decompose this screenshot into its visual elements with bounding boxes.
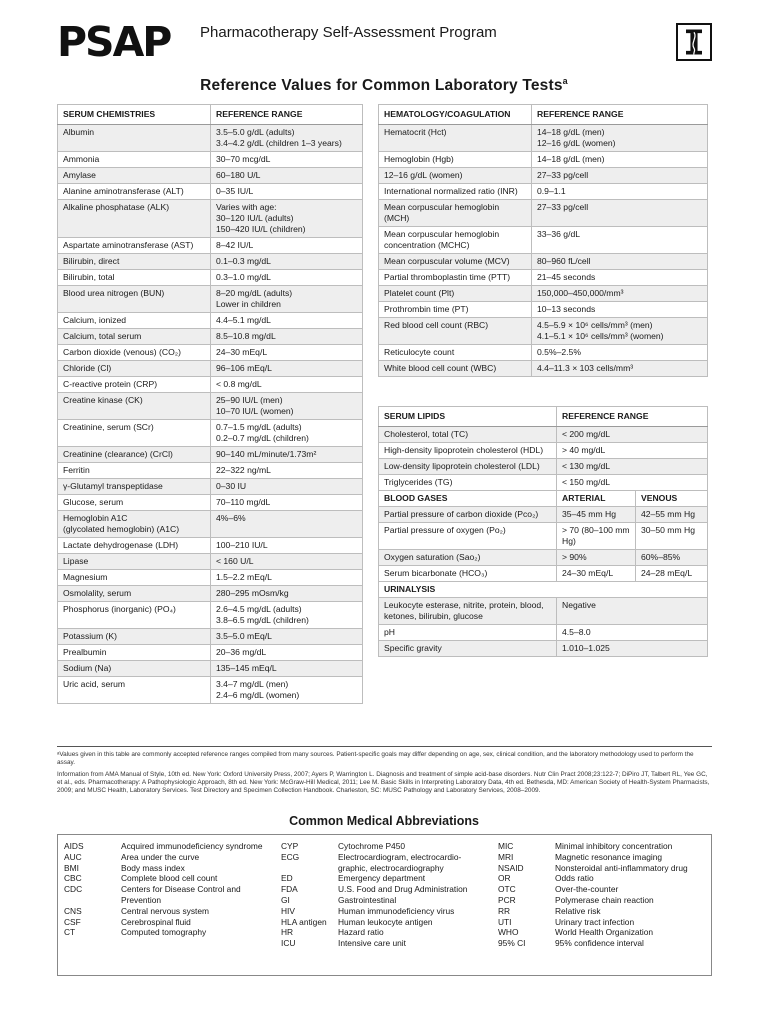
test-name: Creatinine (clearance) (CrCl) — [58, 447, 211, 463]
accp-seal-icon — [676, 23, 712, 61]
venous-value: 42–55 mm Hg — [636, 507, 708, 523]
table-row — [379, 475, 708, 491]
abbreviations-title: Common Medical Abbreviations — [289, 814, 479, 828]
test-name: Ferritin — [58, 463, 211, 479]
test-name: Uric acid, serum — [58, 677, 211, 704]
table-row — [379, 598, 708, 625]
test-name: Bilirubin, total — [58, 270, 211, 286]
test-name: pH — [379, 625, 557, 641]
table-row — [58, 168, 363, 184]
reference-range: < 200 mg/dL — [557, 427, 708, 443]
psap-logo: PSAP — [57, 18, 171, 66]
test-name: Creatine kinase (CK) — [58, 393, 211, 420]
test-name: Lipase — [58, 554, 211, 570]
reference-range: 21–45 seconds — [532, 270, 708, 286]
list-item: AUC Area under the curve — [64, 851, 200, 862]
reference-range: 135–145 mEq/L — [211, 661, 363, 677]
table-row — [58, 345, 363, 361]
test-name: Alanine aminotransferase (ALT) — [58, 184, 211, 200]
reference-range: 0.1–0.3 mg/dL — [211, 254, 363, 270]
reference-range: 3.5–5.0 mEq/L — [211, 629, 363, 645]
test-name: Chloride (Cl) — [58, 361, 211, 377]
reference-range: 20–36 mg/dL — [211, 645, 363, 661]
column-header: SERUM LIPIDS — [379, 407, 557, 427]
arterial-value: 35–45 mm Hg — [557, 507, 636, 523]
table-row — [58, 447, 363, 463]
test-name: Potassium (K) — [58, 629, 211, 645]
table-row — [58, 645, 363, 661]
test-name: Prealbumin — [58, 645, 211, 661]
table-header-row — [58, 105, 363, 125]
list-item: CBC Complete blood cell count — [64, 873, 218, 884]
reference-range: 4.5–8.0 — [557, 625, 708, 641]
table-row — [379, 550, 708, 566]
list-item: OTC Over-the-counter — [498, 884, 619, 895]
reference-range: 8–20 mg/dL (adults) Lower in children — [211, 286, 363, 313]
footnote: ᵃValues given in this table are commonly accepted reference ranges compiled from many sources. Patient-specific goals may differ depending on age, sex, clinical condition, and the laboratory methodology used to perform the assay. — [57, 751, 694, 766]
reference-range: 8.5–10.8 mg/dL — [211, 329, 363, 345]
reference-range: 3.4–7 mg/dL (men) 2.4–6 mg/dL (women) — [211, 677, 363, 704]
column-header: REFERENCE RANGE — [211, 105, 363, 125]
list-item: CYP Cytochrome P450 — [281, 841, 406, 851]
table-row — [379, 125, 708, 152]
test-name: Platelet count (Plt) — [379, 286, 532, 302]
test-name: Triglycerides (TG) — [379, 475, 557, 491]
reference-range: 70–110 mg/dL — [211, 495, 363, 511]
table-row — [379, 184, 708, 200]
test-name: Mean corpuscular hemoglobin (MCH) — [379, 200, 532, 227]
table-row — [58, 479, 363, 495]
list-item: CT Computed tomography — [64, 927, 207, 938]
test-name: Ammonia — [58, 152, 211, 168]
reference-range: 27–33 pg/cell — [532, 200, 708, 227]
test-name: Partial pressure of carbon dioxide (Pco₂) — [379, 507, 557, 523]
table-row — [58, 152, 363, 168]
table-row — [379, 345, 708, 361]
test-name: Hemoglobin A1C (glycolated hemoglobin) (A1C) — [58, 511, 211, 538]
list-item: HR Hazard ratio — [281, 927, 384, 938]
reference-range: 2.6–4.5 mg/dL (adults) 3.8–6.5 mg/dL (children) — [211, 602, 363, 629]
page-header — [57, 20, 712, 64]
table-row — [58, 184, 363, 200]
reference-range: 96–106 mEq/L — [211, 361, 363, 377]
list-item: 95% CI 95% confidence interval — [498, 938, 644, 949]
test-name: Partial thromboplastin time (PTT) — [379, 270, 532, 286]
list-item: CDC Centers for Disease Control and Prevention — [64, 884, 241, 905]
lipids-gases-urinalysis-table — [378, 406, 708, 657]
table-row — [379, 227, 708, 254]
column-header: URINALYSIS — [379, 582, 708, 598]
section-header-row — [379, 582, 708, 598]
arterial-value: > 90% — [557, 550, 636, 566]
reference-range: 4.4–11.3 × 103 cells/mm³ — [532, 361, 708, 377]
table-row — [58, 286, 363, 313]
table-header-row — [379, 105, 708, 125]
reference-range: 24–30 mEq/L — [211, 345, 363, 361]
list-item: ECG Electrocardiogram, electrocardio-graphic, electrocardiography — [281, 851, 462, 873]
abbreviations-column — [281, 841, 491, 949]
reference-range: 14–18 g/dL (men) 12–16 g/dL (women) — [532, 125, 708, 152]
test-name: Leukocyte esterase, nitrite, protein, blood, ketones, bilirubin, glucose — [379, 598, 557, 625]
reference-range: Varies with age: 30–120 IU/L (adults) 150–420 IU/L (children) — [211, 200, 363, 238]
table-row — [379, 270, 708, 286]
list-item: RR Relative risk — [498, 905, 601, 916]
reference-range: 1.5–2.2 mEq/L — [211, 570, 363, 586]
test-name: White blood cell count (WBC) — [379, 361, 532, 377]
test-name: Low-density lipoprotein cholesterol (LDL) — [379, 459, 557, 475]
test-name: International normalized ratio (INR) — [379, 184, 532, 200]
serum-chemistries-table — [57, 104, 363, 704]
page-title: Reference Values for Common Laboratory Tests$^a$ — [200, 76, 568, 95]
test-name: 12–16 g/dL (women) — [379, 168, 532, 184]
abbreviations-column — [498, 841, 710, 949]
column-header: REFERENCE RANGE — [557, 407, 708, 427]
table-row — [379, 523, 708, 550]
test-name: Mean corpuscular volume (MCV) — [379, 254, 532, 270]
table-header-row — [379, 407, 708, 427]
reference-range: 30–70 mcg/dL — [211, 152, 363, 168]
test-name: Prothrombin time (PT) — [379, 302, 532, 318]
list-item: HLA antigen Human leukocyte antigen — [281, 916, 433, 927]
reference-range: 8–42 IU/L — [211, 238, 363, 254]
test-name: C-reactive protein (CRP) — [58, 377, 211, 393]
table-row — [58, 238, 363, 254]
reference-range: 0.7–1.5 mg/dL (adults) 0.2–0.7 mg/dL (children) — [211, 420, 363, 447]
reference-range: Negative — [557, 598, 708, 625]
column-header: ARTERIAL — [557, 491, 636, 507]
table-row — [58, 200, 363, 238]
table-row — [379, 459, 708, 475]
table-row — [58, 420, 363, 447]
list-item: NSAID Nonsteroidal anti-inflammatory drug — [498, 862, 688, 873]
test-name: γ-Glutamyl transpeptidase — [58, 479, 211, 495]
table-row — [58, 254, 363, 270]
list-item: PCR Polymerase chain reaction — [498, 894, 654, 905]
section-header-row — [379, 491, 708, 507]
table-row — [379, 168, 708, 184]
table-row — [58, 661, 363, 677]
column-header: REFERENCE RANGE — [532, 105, 708, 125]
test-name: Albumin — [58, 125, 211, 152]
table-row — [58, 570, 363, 586]
test-name: Sodium (Na) — [58, 661, 211, 677]
reference-range: 80–960 fL/cell — [532, 254, 708, 270]
reference-range: 280–295 mOsm/kg — [211, 586, 363, 602]
table-row — [58, 629, 363, 645]
hematology-table — [378, 104, 708, 377]
list-item: UTI Urinary tract infection — [498, 916, 635, 927]
reference-range: 0–30 IU — [211, 479, 363, 495]
test-name: High-density lipoprotein cholesterol (HDL) — [379, 443, 557, 459]
table-row — [379, 254, 708, 270]
list-item: CSF Cerebrospinal fluid — [64, 916, 191, 927]
column-header: HEMATOLOGY/COAGULATION — [379, 105, 532, 125]
test-name: Cholesterol, total (TC) — [379, 427, 557, 443]
test-name: Red blood cell count (RBC) — [379, 318, 532, 345]
table-row — [58, 463, 363, 479]
table-row — [58, 677, 363, 704]
table-row — [58, 313, 363, 329]
reference-range: 22–322 ng/mL — [211, 463, 363, 479]
test-name: Oxygen saturation (Sao₂) — [379, 550, 557, 566]
column-header: BLOOD GASES — [379, 491, 557, 507]
reference-range: 90–140 mL/minute/1.73m² — [211, 447, 363, 463]
test-name: Creatinine, serum (SCr) — [58, 420, 211, 447]
table-row — [58, 586, 363, 602]
reference-range: 25–90 IU/L (men) 10–70 IU/L (women) — [211, 393, 363, 420]
reference-range: 150,000–450,000/mm³ — [532, 286, 708, 302]
test-name: Partial pressure of oxygen (Po₂) — [379, 523, 557, 550]
reference-range: 10–13 seconds — [532, 302, 708, 318]
reference-range: 0.5%–2.5% — [532, 345, 708, 361]
reference-range: 0.3–1.0 mg/dL — [211, 270, 363, 286]
table-row — [58, 270, 363, 286]
reference-range: 4.4–5.1 mg/dL — [211, 313, 363, 329]
sources-note: Information from AMA Manual of Style, 10th ed. New York: Oxford University Press, 2007; Ayers P, Warrington L. Diagnosis and treatment of simple acid-base disorders. Nutr Clin Pract 2008;23:122-7; DiPiro JT, Talbert RL, Yee GC, et al., eds. Pharmacotherapy: A Pathophysiologic Approach, 8th ed. New York: McGraw-Hill Medical, 2011; Lee M. Basic Skills in Interpreting Laboratory Data, 4th ed. Bethesda, MD: American Society of Health-System Pharmacists, 2009; and MUSC Health, Laboratory Services. Test Directory and Specimen Collection Handbook. Charleston, SC: MUSC Pathology and Laboratory Services, 2008–2009. — [57, 771, 710, 794]
test-name: Reticulocyte count — [379, 345, 532, 361]
test-name: Specific gravity — [379, 641, 557, 657]
test-name: Aspartate aminotransferase (AST) — [58, 238, 211, 254]
reference-range: < 0.8 mg/dL — [211, 377, 363, 393]
test-name: Phosphorus (inorganic) (PO₄) — [58, 602, 211, 629]
venous-value: 60%–85% — [636, 550, 708, 566]
table-row — [379, 427, 708, 443]
reference-range: 1.010–1.025 — [557, 641, 708, 657]
table-row — [58, 393, 363, 420]
abbreviations-column — [64, 841, 274, 938]
table-row — [379, 302, 708, 318]
test-name: Calcium, total serum — [58, 329, 211, 345]
reference-range: < 160 U/L — [211, 554, 363, 570]
reference-range: 4%–6% — [211, 511, 363, 538]
reference-range: 27–33 pg/cell — [532, 168, 708, 184]
list-item: OR Odds ratio — [498, 873, 594, 884]
list-item: BMI Body mass index — [64, 862, 185, 873]
list-item: ED Emergency department — [281, 873, 426, 884]
test-name: Osmolality, serum — [58, 586, 211, 602]
program-name: Pharmacotherapy Self-Assessment Program — [200, 24, 497, 41]
table-row — [379, 152, 708, 168]
arterial-value: 24–30 mEq/L — [557, 566, 636, 582]
test-name: Carbon dioxide (venous) (CO₂) — [58, 345, 211, 361]
table-row — [58, 538, 363, 554]
test-name: Blood urea nitrogen (BUN) — [58, 286, 211, 313]
reference-range: 14–18 g/dL (men) — [532, 152, 708, 168]
venous-value: 24–28 mEq/L — [636, 566, 708, 582]
table-row — [379, 286, 708, 302]
abbreviations-box — [57, 834, 712, 976]
divider — [57, 746, 712, 747]
test-name: Hemoglobin (Hgb) — [379, 152, 532, 168]
test-name: Hematocrit (Hct) — [379, 125, 532, 152]
reference-range: 4.5–5.9 × 10⁶ cells/mm³ (men) 4.1–5.1 × 10⁶ cells/mm³ (women) — [532, 318, 708, 345]
test-name: Bilirubin, direct — [58, 254, 211, 270]
reference-range: 0.9–1.1 — [532, 184, 708, 200]
table-row — [58, 495, 363, 511]
table-row — [58, 554, 363, 570]
table-row — [58, 602, 363, 629]
reference-range: 3.5–5.0 g/dL (adults) 3.4–4.2 g/dL (children 1–3 years) — [211, 125, 363, 152]
table-row — [379, 566, 708, 582]
list-item: GI Gastrointestinal — [281, 894, 397, 905]
list-item: WHO World Health Organization — [498, 927, 654, 938]
reference-range: > 40 mg/dL — [557, 443, 708, 459]
reference-range: 60–180 U/L — [211, 168, 363, 184]
table-row — [58, 511, 363, 538]
table-row — [379, 443, 708, 459]
venous-value: 30–50 mm Hg — [636, 523, 708, 550]
list-item: MRI Magnetic resonance imaging — [498, 851, 663, 862]
list-item: AIDS Acquired immunodeficiency syndrome — [64, 841, 263, 851]
table-row — [379, 200, 708, 227]
column-header: SERUM CHEMISTRIES — [58, 105, 211, 125]
table-row — [379, 625, 708, 641]
list-item: ICU Intensive care unit — [281, 938, 406, 949]
column-header: VENOUS — [636, 491, 708, 507]
test-name: Lactate dehydrogenase (LDH) — [58, 538, 211, 554]
reference-range: < 130 mg/dL — [557, 459, 708, 475]
reference-range: < 150 mg/dL — [557, 475, 708, 491]
test-name: Magnesium — [58, 570, 211, 586]
reference-range: 100–210 IU/L — [211, 538, 363, 554]
table-row — [58, 377, 363, 393]
table-row — [379, 361, 708, 377]
list-item: MIC Minimal inhibitory concentration — [498, 841, 673, 851]
table-row — [379, 507, 708, 523]
table-row — [379, 641, 708, 657]
test-name: Amylase — [58, 168, 211, 184]
reference-range: 33–36 g/dL — [532, 227, 708, 254]
table-row — [379, 318, 708, 345]
test-name: Mean corpuscular hemoglobin concentration (MCHC) — [379, 227, 532, 254]
table-row — [58, 125, 363, 152]
test-name: Alkaline phosphatase (ALK) — [58, 200, 211, 238]
table-row — [58, 329, 363, 345]
table-row — [58, 361, 363, 377]
test-name: Glucose, serum — [58, 495, 211, 511]
list-item: HIV Human immunodeficiency virus — [281, 905, 455, 916]
test-name: Serum bicarbonate (HCO₃) — [379, 566, 557, 582]
arterial-value: > 70 (80–100 mm Hg) — [557, 523, 636, 550]
list-item: FDA U.S. Food and Drug Administration — [281, 884, 468, 895]
list-item: CNS Central nervous system — [64, 905, 209, 916]
test-name: Calcium, ionized — [58, 313, 211, 329]
reference-range: 0–35 IU/L — [211, 184, 363, 200]
